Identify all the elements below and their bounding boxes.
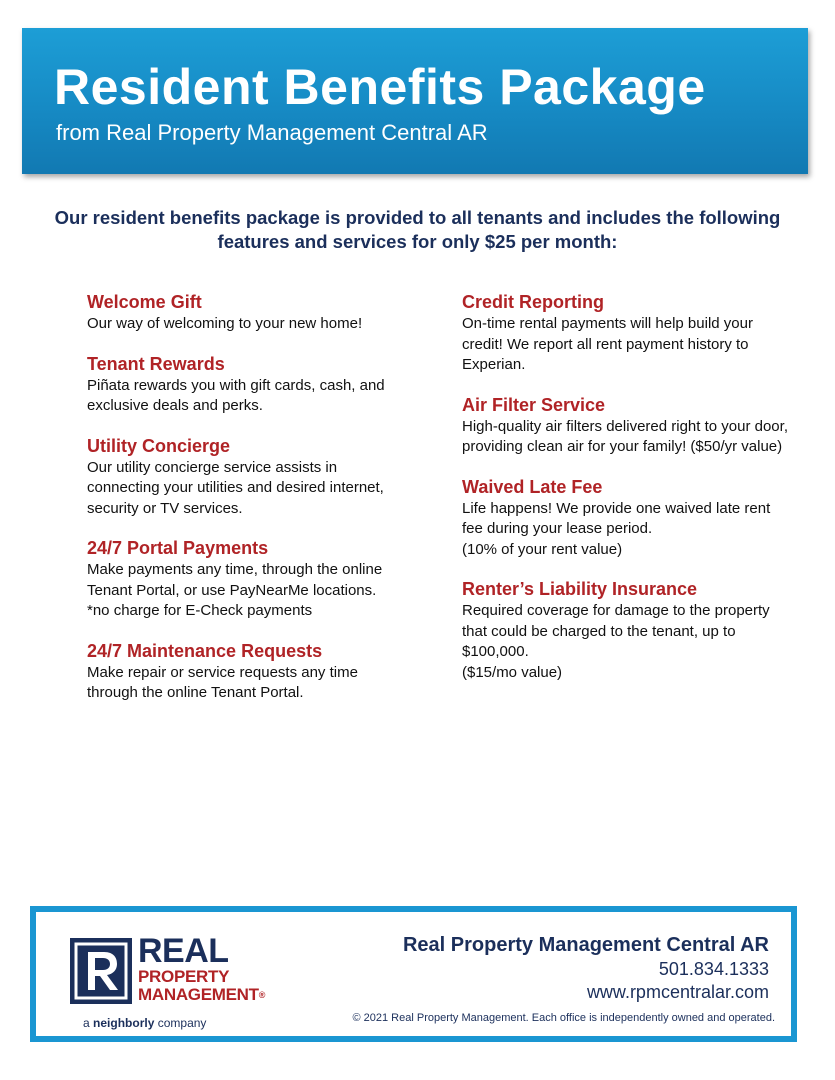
benefit-air-filter-service <box>462 393 792 458</box>
benefit-title: Welcome Gift <box>87 292 202 312</box>
tagline-suffix: company <box>157 1016 207 1030</box>
benefit-description: High-quality air filters delivered right to your door, providing clean air for your family! ($50/yr value) <box>462 417 788 455</box>
benefit-portal-payments <box>87 536 387 622</box>
benefit-title: Credit Reporting <box>462 292 604 312</box>
header-banner <box>22 28 808 174</box>
logo-line-real: REAL <box>138 932 229 970</box>
r-mark-icon <box>70 938 132 1004</box>
phone-number[interactable]: 501.834.1333 <box>658 959 769 979</box>
neighborly-tagline <box>83 1016 206 1030</box>
benefit-title: Waived Late Fee <box>462 476 603 497</box>
benefit-description: Life happens! We provide one waived late rent fee during your lease period. <box>462 499 771 537</box>
benefit-description: Required coverage for damage to the property that could be charged to the tenant, up to $100,000. <box>462 602 770 660</box>
benefit-description: Our utility concierge service assists in connecting your utilities and desired internet, security or TV services. <box>87 458 384 517</box>
benefit-description: Make payments any time, through the online Tenant Portal, or use PayNearMe locations. <box>87 561 383 599</box>
company-name: Real Property Management Central AR <box>402 934 769 956</box>
benefit-utility-concierge <box>87 434 387 520</box>
logo-line-property: PROPERTY <box>138 967 230 986</box>
benefit-welcome-gift <box>87 290 387 335</box>
benefit-note: (10% of your rent value) <box>462 540 623 558</box>
benefit-waived-late-fee <box>462 475 792 561</box>
benefit-title: 24/7 Maintenance Requests <box>87 640 323 661</box>
benefit-title: Tenant Rewards <box>87 353 225 374</box>
company-logo <box>70 934 280 1034</box>
benefit-liability-insurance <box>462 577 792 683</box>
benefit-description: Our way of welcoming to your new home! <box>87 315 363 332</box>
benefit-title: Renter’s Liability Insurance <box>462 579 698 599</box>
benefits-left-column <box>87 290 387 721</box>
benefit-description: Make repair or service requests any time through the online Tenant Portal. <box>87 663 358 701</box>
contact-info <box>403 932 769 1004</box>
page-title: Resident Benefits Package <box>54 59 706 115</box>
benefit-note: ($15/mo value) <box>462 663 563 681</box>
registered-mark: ® <box>258 990 266 1000</box>
logo-wordmark <box>138 934 265 1004</box>
benefit-tenant-rewards <box>87 352 387 417</box>
benefit-note: *no charge for E-Check payments <box>87 602 313 619</box>
logo-line-management <box>138 986 265 1004</box>
benefit-title: Air Filter Service <box>462 394 606 415</box>
intro-text: Our resident benefits package is provided to all tenants and includes the following features and services for only $25 per month: <box>54 207 781 252</box>
benefit-credit-reporting <box>462 290 792 376</box>
logo-r-icon <box>70 938 132 1004</box>
benefit-title: Utility Concierge <box>87 435 231 456</box>
copyright-text: © 2021 Real Property Management. Each office is independently owned and operated. <box>352 1012 775 1024</box>
benefit-maintenance-requests <box>87 639 387 704</box>
footer-box <box>30 906 797 1042</box>
benefit-description: Piñata rewards you with gift cards, cash, and exclusive deals and perks. <box>87 376 385 414</box>
tagline-prefix: a <box>83 1016 90 1030</box>
logo-management-text: MANAGEMENT <box>138 985 259 1004</box>
website-link[interactable]: www.rpmcentralar.com <box>586 982 769 1002</box>
benefit-title: 24/7 Portal Payments <box>87 538 269 558</box>
benefit-description: On-time rental payments will help build your credit! We report all rent payment history to Experian. <box>462 315 753 373</box>
tagline-brand: neighborly <box>93 1016 155 1030</box>
page-subtitle: from Real Property Management Central AR <box>56 120 488 145</box>
benefits-right-column <box>462 290 792 700</box>
